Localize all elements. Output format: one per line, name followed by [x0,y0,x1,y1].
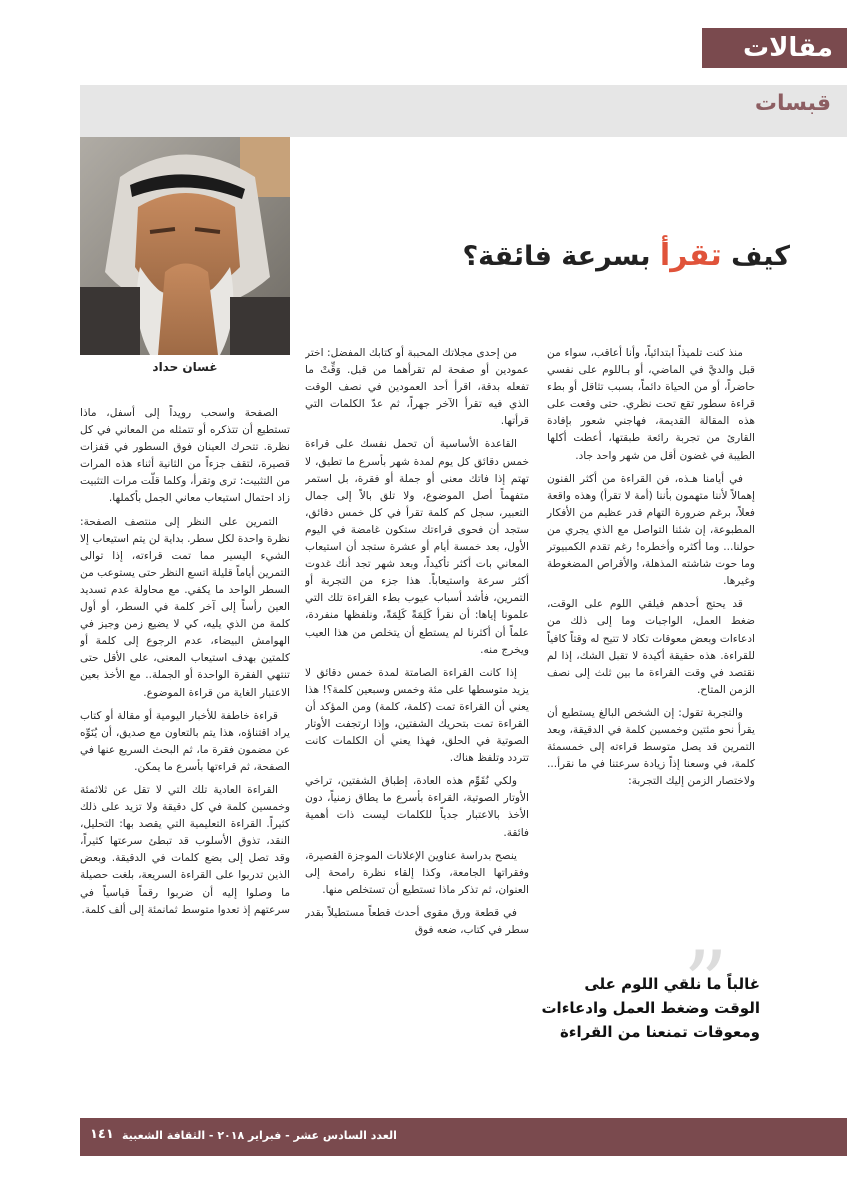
article-title [420,238,790,273]
paragraph: ولكي نُقَوِّم هذه العادة، إطباق الشفتين، تراخي الأوتار الصوتية، القراءة بأسرع ما يطاق زمنياً، دون الأخذ بالاعتبار جدياً للكلمات ليست ذات أهمية فائقة. [305,775,529,839]
page-footer [80,1118,847,1156]
author-photo [80,137,290,355]
paragraph: قراءة خاطفة للأخبار اليومية أو مقالة أو كتاب يراد اقتناؤه، هذا يتم بالتعاون مع صديق، أن يُنَوِّه عن مضمون فقرة ما، ثم البحث السريع عنها في الصفحة، ثم قراءتها بأسرع ما يمكن. [80,709,290,773]
paragraph: القراءة العادية تلك التي لا تقل عن ثلاثمئة وخمسين كلمة في كل دقيقة ولا تزيد على ذلك كثيراً. القراءة التعليمية التي يقصد بها: التحليل، النقد، تذوق الأسلوب قد تبطئ سرعتها كثيراً، وقد تصل إلى بضع كلمات في الدقيقة. وبعض الذين تدربوا على القراءة السريعة، بلغت حصيلة ما وصلوا إليه أن ضربوا رقماً قياسياً في سرعتهم إذ تعدوا متوسط ثمانمئة إلى ألف كلمة. [80,783,290,916]
page-number: ١٤١ [90,1127,114,1142]
title-post: بسرعة فائقة؟ [462,241,660,272]
paragraph: في قطعة ورق مقوى أحدث قطعاً مستطيلاً بقدر سطر في كتاب، ضعه فوق [305,906,529,936]
paragraph: قد يحتج أحدهم فيلقي اللوم على الوقت، ضغط العمل، الواجبات وما إلى ذلك من ادعاءات وبعض معوقات تكاد لا تتيح له وقتاً كافياً للقراءة. هذه حقيقة أكيدة لا تقبل الشك، إذا لم نقتصد في وقت القراءة ما بين ثلث إلى نصف الزمن المتاح. [547,598,755,696]
paragraph: والتجربة تقول: إن الشخص البالغ يستطيع أن يقرأ نحو مئتين وخمسين كلمة في الدقيقة، وبعد التمرين قد يصل متوسط قراءته إلى خمسمئة كلمة، في وسعنا إذاً زيادة سرعتنا في ما نقرأ... ولاختصار الزمن إليك التجربة: [547,706,755,788]
article-column-1 [547,345,755,945]
article-column-3 [80,405,290,1095]
pull-quote: غالباً ما نلقي اللوم على الوقت وضغط العمل وادعاءات ومعوقات تمنعنا من القراءة [541,975,760,1041]
quote-mark-icon: ” [683,932,728,1035]
title-highlight: تقرأ [659,238,722,273]
paragraph: في أيامنا هـذه، فن القراءة من أكثر الفنون إهمالاً لأننا متهمون بأننا (أمة لا تقرأ) وهذه واقعة فعلاً، برغم ضرورة التهام قدر عظيم من الأفكار المطبوعة، إن شئنا التواصل مع الذي يجري من حولنا... وما أكثره وأخطره! رغم تقدم الكمبيوتر وما حوت شاشته المذهلة، والأقراص المضغوطة وغيرها. [547,472,755,588]
issue-info: العدد السادس عشر - فبراير ٢٠١٨ - الثقافة الشعبية [122,1129,397,1142]
paragraph: إذا كانت القراءة الصامتة لمدة خمس دقائق لا يزيد متوسطها على مئة وخمس وسبعين كلمة؟! هذا يعني أن القراءة تمت (كلمة، كلمة) ومن المؤكد أن القراءة تمت بتحريك الشفتين، وإذا ارتجفت الأوتار الصوتية في الحلق، فهذا يعني أن الكلمات كانت تتردد وتلفظ هناك. [305,666,529,765]
paragraph: منذ كنت تلميذاً ابتدائياً، وأنا أعاقب، سواء من قبل والديَّ في الماضي، أو بـاللوم على نفسي حاضراً، أو من الحياة دائماً، بسبب تثاقل أو بطء قراءة سطور تقع تحت نظري. حتى وقعت على هذه المقالة القديمة، فهاجني شعور بإفادة القارئ من تجربة رائعة طبقتها، أعطت أكلها الطيبة في غضون أقل من شهر واحد جاد. [547,347,755,462]
column-label: قبسات [754,91,831,116]
article-column-2 [305,345,529,1095]
paragraph: التمرين على النظر إلى منتصف الصفحة: نظرة واحدة لكل سطر. بداية لن يتم استيعاب إلا الشيء اليسير مما تمت قراءته، إذا توالى التمرين أياماً قليلة اتسع النظر حتى يستوعب من السطر الواحد ما يكفي. مع محاولة عدم تسديد العين رأساً إلى آخر كلمة في السطر، أو أول كلمة من الذي يليه، كي لا يضيع زمن وجيز في الهوامش البيضاء، عدم الرجوع إلى كلمة أو كلمتين بهدف استيعاب المعنى، على الأقل حتى تنتهي الفقرة الواحدة أو الجملة.. مع الأخذ بعين الاعتبار الغاية من قراءة الموضوع. [80,515,290,699]
title-pre: كيف [721,241,790,272]
section-title: مقالات [742,33,833,63]
author-name: غسان حداد [152,360,218,374]
paragraph: من إحدى مجلاتك المحببة أو كتابك المفضل: اختر عمودين أو صفحة لم تقرأهما من قبل. وَقِّتْ ما تفعله بدقة، اقرأ أحد العمودين في نصف الوقت الذي فيه تقرأ الآخر جهراً، ثم عدّ الكلمات التي قرأتها. [305,347,529,428]
column-banner [80,85,847,137]
section-tab [702,28,847,68]
paragraph: الصفحة واسحب رويداً إلى أسفل، ماذا تستطيع أن تتذكره أو تتمثله من المعاني في كل نظرة. تتحرك العينان فوق السطور في قفزات قصيرة، لتقف جزءاً من الثانية أثناء هذه المرات من التثبيت: ترى وتقرأ، وكلما قلّت مرات التثبيت زاد احتمال استيعاب معاني الجمل بأكملها. [80,407,290,505]
paragraph: القاعدة الأساسية أن تحمل نفسك على قراءة خمس دقائق كل يوم لمدة شهر بأسرع ما تطيق، لا تهتم إذا فاتك معنى أو جملة أو فقرة، بل استمر متفهماً أصل الموضوع، ولا تلق بالاً إلى جمال التعبير، سجل كم كلمة تقرأ في كل خمس دقائق، ستجد أن فحوى قراءتك ستكون غامضة في اليوم الأول، بعد خمسة أيام أو عشرة ستجد أن استيعاب المعاني بات أكثر تأكيداً، وبعد شهر تجد أنك غدوت أكثر سرعة واستيعاباً. هذا جزء من التجربة أو التمرين، فأشد أسباب عيوب بطء القراءة تلك التي علمونا إياها: أن نقرأ كَلِمَةً كَلِمَةً، ونلفظها منفردة، علماً أن أكثرنا لم يستطع أن يتخلص من هذا العيب ويخرج منه. [305,438,529,656]
paragraph: ينصح بدراسة عناوين الإعلانات الموجزة القصيرة، وفقراتها الجامعة، وكذا إلقاء نظرة رامحة إلى العنوان، ثم تذكر ماذا تستطيع أن تستخلص منها. [305,849,529,896]
section-header [0,28,847,68]
